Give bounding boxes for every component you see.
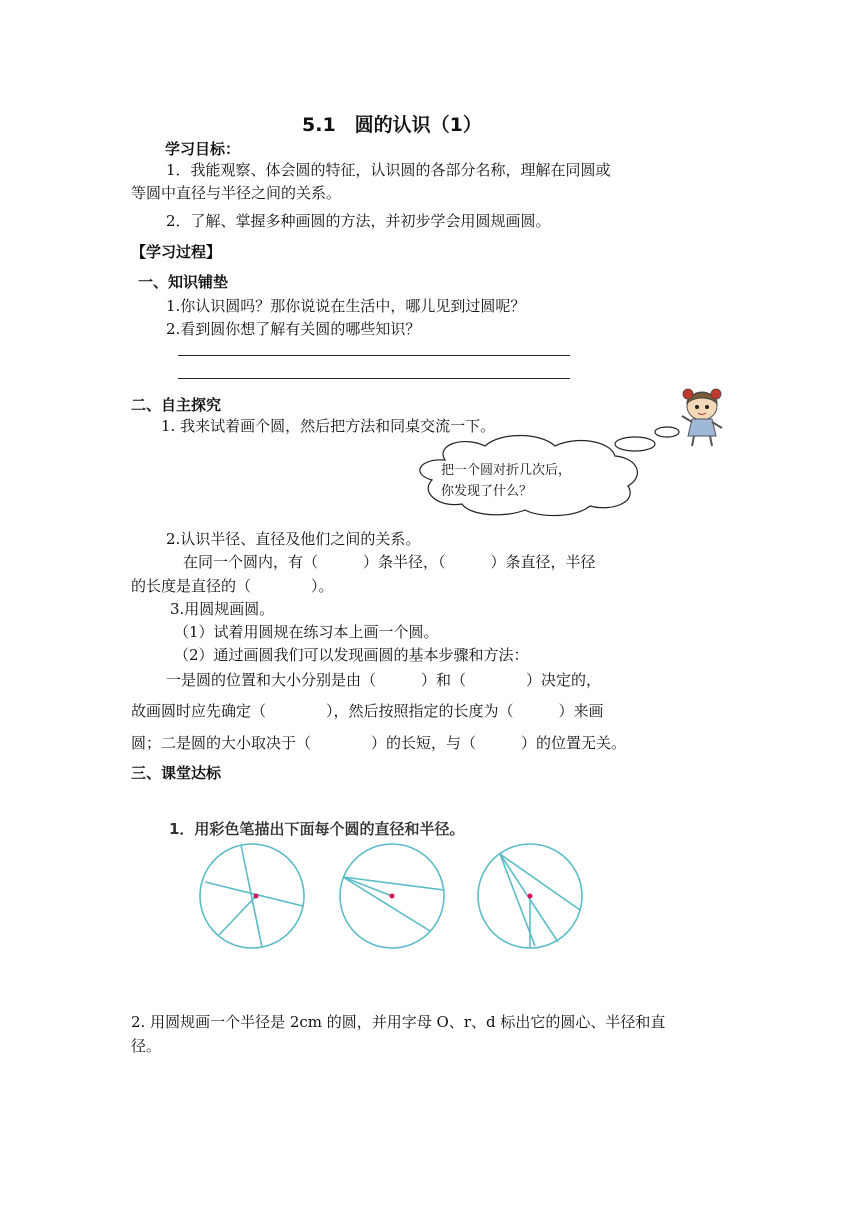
section-2-heading: 二、自主探究 bbox=[131, 396, 222, 414]
compass-step-1: （1）试着用圆规在练习本上画一个圆。 bbox=[174, 623, 439, 641]
bubble-text-line-1: 把一个圆对折几次后， bbox=[441, 463, 572, 478]
page-title: 5.1 圆的认识（1） bbox=[302, 114, 482, 136]
method-fill-line-1: 一是圆的位置和大小分别是由（ ）和（ ）决定的， bbox=[166, 671, 602, 689]
method-fill-line-3: 圆；二是圆的大小取决于（ ）的长短，与（ ）的位置无关。 bbox=[131, 734, 627, 752]
exercise-2-line-1: 2. 用圆规画一个半径是 2cm 的圆，并用字母 O、r、d 标出它的圆心、半径和直 bbox=[131, 1013, 666, 1031]
section-2-question-3: 3.用圆规画圆。 bbox=[170, 600, 275, 618]
relation-fill-line-2: 的长度是直径的（ ）。 bbox=[131, 577, 334, 595]
section-1-heading: 一、知识铺垫 bbox=[138, 273, 229, 291]
goal-1-line-2: 等圆中直径与半径之间的关系。 bbox=[131, 184, 342, 202]
compass-step-2: （2）通过画圆我们可以发现画圆的基本步骤和方法： bbox=[174, 646, 529, 664]
exercise-1-label: 1．用彩色笔描出下面每个圆的直径和半径。 bbox=[169, 820, 465, 838]
goals-heading: 学习目标： bbox=[165, 140, 241, 158]
section-1-question-2: 2.看到圆你想了解有关圆的哪些知识？ bbox=[166, 320, 421, 338]
exercise-2-line-2: 径。 bbox=[131, 1037, 162, 1055]
goal-1-line-1: 1．我能观察、体会圆的特征，认识圆的各部分名称，理解在同圆或 bbox=[166, 161, 611, 179]
answer-line-2[interactable] bbox=[178, 378, 570, 379]
section-2-question-1: 1. 我来试着画个圆，然后把方法和同桌交流一下。 bbox=[161, 417, 496, 435]
exercise-circles-figure bbox=[196, 840, 596, 950]
answer-line-1[interactable] bbox=[178, 355, 570, 356]
section-2-question-2: 2.认识半径、直径及他们之间的关系。 bbox=[166, 530, 421, 548]
process-heading: 【学习过程】 bbox=[131, 243, 222, 261]
cartoon-girl-icon bbox=[676, 386, 730, 448]
method-fill-line-2: 故画圆时应先确定（ ），然后按照指定的长度为（ ）来画 bbox=[131, 702, 604, 720]
goal-2: 2．了解、掌握多种画圆的方法，并初步学会用圆规画圆。 bbox=[166, 212, 551, 230]
relation-fill-line-1: 在同一个圆内，有（ ）条半径，（ ）条直径，半径 bbox=[183, 553, 596, 571]
section-1-question-1: 1.你认识圆吗？那你说说在生活中，哪儿见到过圆呢？ bbox=[166, 297, 526, 315]
bubble-text-line-2: 你发现了什么？ bbox=[441, 484, 533, 499]
section-3-heading: 三、课堂达标 bbox=[131, 764, 222, 782]
